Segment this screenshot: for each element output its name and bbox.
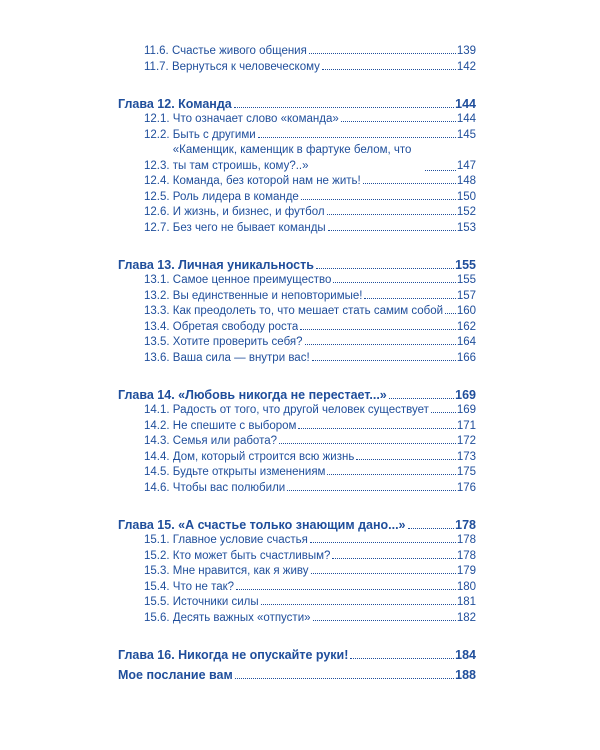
page-number: 180 [456,580,476,593]
toc-entry[interactable] [118,60,476,76]
page-number: 150 [456,190,476,203]
chapter-group [118,96,476,236]
page-number: 172 [456,435,476,447]
page-number: 178 [456,534,476,546]
section-number: 12.2. [144,128,170,141]
page-number: 162 [456,320,476,333]
chapter-group [118,647,476,663]
page-number: 169 [455,388,476,402]
entry-title: Вернуться к человеческому [171,60,320,73]
page-number: 153 [456,221,476,234]
page-number: 148 [456,175,476,187]
dot-leader [389,398,454,399]
entry-title: Хотите проверить себя? [172,336,303,348]
chapter-entry[interactable] [118,647,476,663]
dot-leader [327,474,455,475]
chapter-entry[interactable] [118,257,476,273]
section-number: 13.1. [144,274,170,286]
section-number: 11.7. [144,60,169,73]
toc-entry[interactable] [118,44,476,60]
page-number: 152 [456,206,476,218]
dot-leader [301,199,456,200]
dot-leader [364,298,455,299]
dot-leader [279,443,456,444]
dot-leader [332,558,455,559]
dot-leader [356,459,455,460]
dot-leader [333,282,455,283]
page-number: 184 [455,648,476,662]
toc-entry[interactable] [118,304,476,320]
toc-entry[interactable] [118,481,476,497]
entry-title: Обретая свободу роста [172,320,299,333]
page-number: 171 [456,419,476,432]
toc-entry[interactable] [118,450,476,466]
section-number: 13.3. [144,305,170,317]
entry-title: Команда, без которой нам не жить! [172,175,361,187]
toc-entry[interactable] [118,205,476,221]
entry-title: Дом, который строится всю жизнь [172,450,355,463]
entry-title: Глава 15. «А счастье только знающим дано...» [118,518,406,532]
entry-title: Главное условие счастья [172,534,308,546]
entry-title: Глава 14. «Любовь никогда не перестает...» [118,388,387,402]
entry-title: Роль лидера в команде [172,190,299,203]
section-number: 14.6. [144,481,170,494]
entry-title: Десять важных «отпусти» [172,611,311,624]
dot-leader [287,490,456,491]
dot-leader [261,604,456,605]
toc-entry[interactable] [118,143,476,174]
page-number: 144 [456,113,476,125]
dot-leader [312,360,456,361]
toc-entry[interactable] [118,465,476,481]
dot-leader [300,329,456,330]
toc-entry[interactable] [118,564,476,580]
section-number: 15.2. [144,549,170,562]
page-number: 145 [456,128,476,141]
section-number: 14.3. [144,435,170,447]
section-number: 13.4. [144,320,170,333]
entry-title: Глава 16. Никогда не опускайте руки! [118,648,349,662]
toc-entry[interactable] [118,128,476,144]
page-number: 160 [456,305,476,317]
toc-entry[interactable] [118,533,476,549]
section-number: 14.4. [144,450,170,463]
dot-leader [316,268,454,269]
entry-title: Как преодолеть то, что мешает стать самим собой [172,305,444,317]
entry-title: Не спешите с выбором [172,419,297,432]
chapter-entry[interactable] [118,517,476,533]
chapter-entry[interactable] [118,387,476,403]
entry-title: Радость от того, что другой человек существует [172,404,429,416]
entry-title: И жизнь, и бизнес, и футбол [172,206,325,218]
dot-leader [350,658,454,659]
entry-title: Вы единственные и неповторимые! [172,289,363,302]
section-number: 14.2. [144,419,170,432]
page-number: 166 [456,351,476,364]
toc-entry[interactable] [118,273,476,289]
page-number: 179 [456,565,476,577]
section-number: 13.5. [144,336,170,348]
entry-title: Мое послание вам [118,668,233,682]
page-number: 178 [456,549,476,562]
dot-leader [322,69,456,70]
dot-leader [363,183,456,184]
page-number: 173 [456,450,476,463]
chapter-group [118,257,476,366]
entry-title: Самое ценное преимущество [172,274,332,286]
page-number: 157 [456,289,476,302]
section-number: 15.5. [144,596,170,608]
entry-title: Быть с другими [172,128,256,141]
toc-entry[interactable] [118,419,476,435]
toc-entry[interactable] [118,335,476,351]
section-number: 15.3. [144,565,170,577]
dot-leader [445,313,456,314]
toc-entry[interactable] [118,221,476,237]
section-number: 13.6. [144,351,170,364]
entry-title: Счастье живого общения [171,45,307,57]
dot-leader [309,53,456,54]
dot-leader [234,107,454,108]
toc-entry[interactable] [118,434,476,450]
dot-leader [311,573,456,574]
dot-leader [431,412,456,413]
entry-title: «Каменщик, каменщик в фартуке белом, что ты там строишь, кому?..» [172,144,412,172]
toc-entry[interactable] [118,289,476,305]
page-number: 176 [456,481,476,494]
section-number: 12.5. [144,190,170,203]
entry-title: Глава 12. Команда [118,97,232,111]
chapter-entry[interactable] [118,667,476,683]
dot-leader [305,344,456,345]
section-number: 15.1. [144,534,170,546]
toc-entry[interactable] [118,595,476,611]
page-number: 139 [456,45,476,57]
dot-leader [341,121,456,122]
chapter-entry[interactable] [118,96,476,112]
section-number: 12.6. [144,206,170,218]
dot-leader [327,214,456,215]
table-of-contents [118,44,476,683]
dot-leader [235,678,454,679]
dot-leader [408,528,455,529]
toc-entry[interactable] [118,112,476,128]
toc-entry[interactable] [118,549,476,565]
section-number: 14.1. [144,404,170,416]
entry-title: Что означает слово «команда» [172,113,339,125]
section-number: 12.7. [144,221,170,234]
section-number: 12.1. [144,113,170,125]
section-number: 12.4. [144,175,170,187]
dot-leader [425,170,456,171]
toc-entry[interactable] [118,403,476,419]
section-number: 15.6. [144,611,170,624]
entry-title: Кто может быть счастливым? [172,549,331,562]
chapter-11-continuation [118,44,476,75]
entry-title: Мне нравится, как я живу [172,565,309,577]
section-number: 12.3. [144,159,170,172]
toc-entry[interactable] [118,580,476,596]
entry-title: Глава 13. Личная уникальность [118,258,314,272]
dot-leader [313,620,456,621]
toc-entry[interactable] [118,320,476,336]
dot-leader [258,137,456,138]
entry-title: Ваша сила — внутри вас! [172,351,310,364]
page-number: 155 [456,274,476,286]
section-number: 14.5. [144,466,170,478]
page-number: 169 [456,404,476,416]
section-number: 15.4. [144,580,170,593]
toc-entry[interactable] [118,611,476,627]
page-number: 147 [456,159,476,172]
entry-title: Семья или работа? [172,435,278,447]
dot-leader [236,589,456,590]
entry-title: Чтобы вас полюбили [172,481,286,494]
page-number: 181 [456,596,476,608]
chapter-group [118,517,476,626]
entry-title: Будьте открыты изменениям [172,466,326,478]
toc-entry[interactable] [118,190,476,206]
page-number: 144 [455,97,476,111]
entry-title: Что не так? [172,580,235,593]
page-number: 175 [456,466,476,478]
page-number: 155 [455,258,476,272]
page-number: 178 [455,518,476,532]
section-number: 11.6. [144,45,169,57]
chapter-group [118,387,476,496]
entry-title: Источники силы [172,596,259,608]
page-number: 182 [456,611,476,624]
page-number: 164 [456,336,476,348]
dot-leader [328,230,456,231]
toc-entry[interactable] [118,351,476,367]
section-number: 13.2. [144,289,170,302]
page-number: 142 [456,60,476,73]
toc-entry[interactable] [118,174,476,190]
dot-leader [310,542,456,543]
dot-leader [298,428,455,429]
page-number: 188 [455,668,476,682]
entry-title: Без чего не бывает команды [172,221,326,234]
